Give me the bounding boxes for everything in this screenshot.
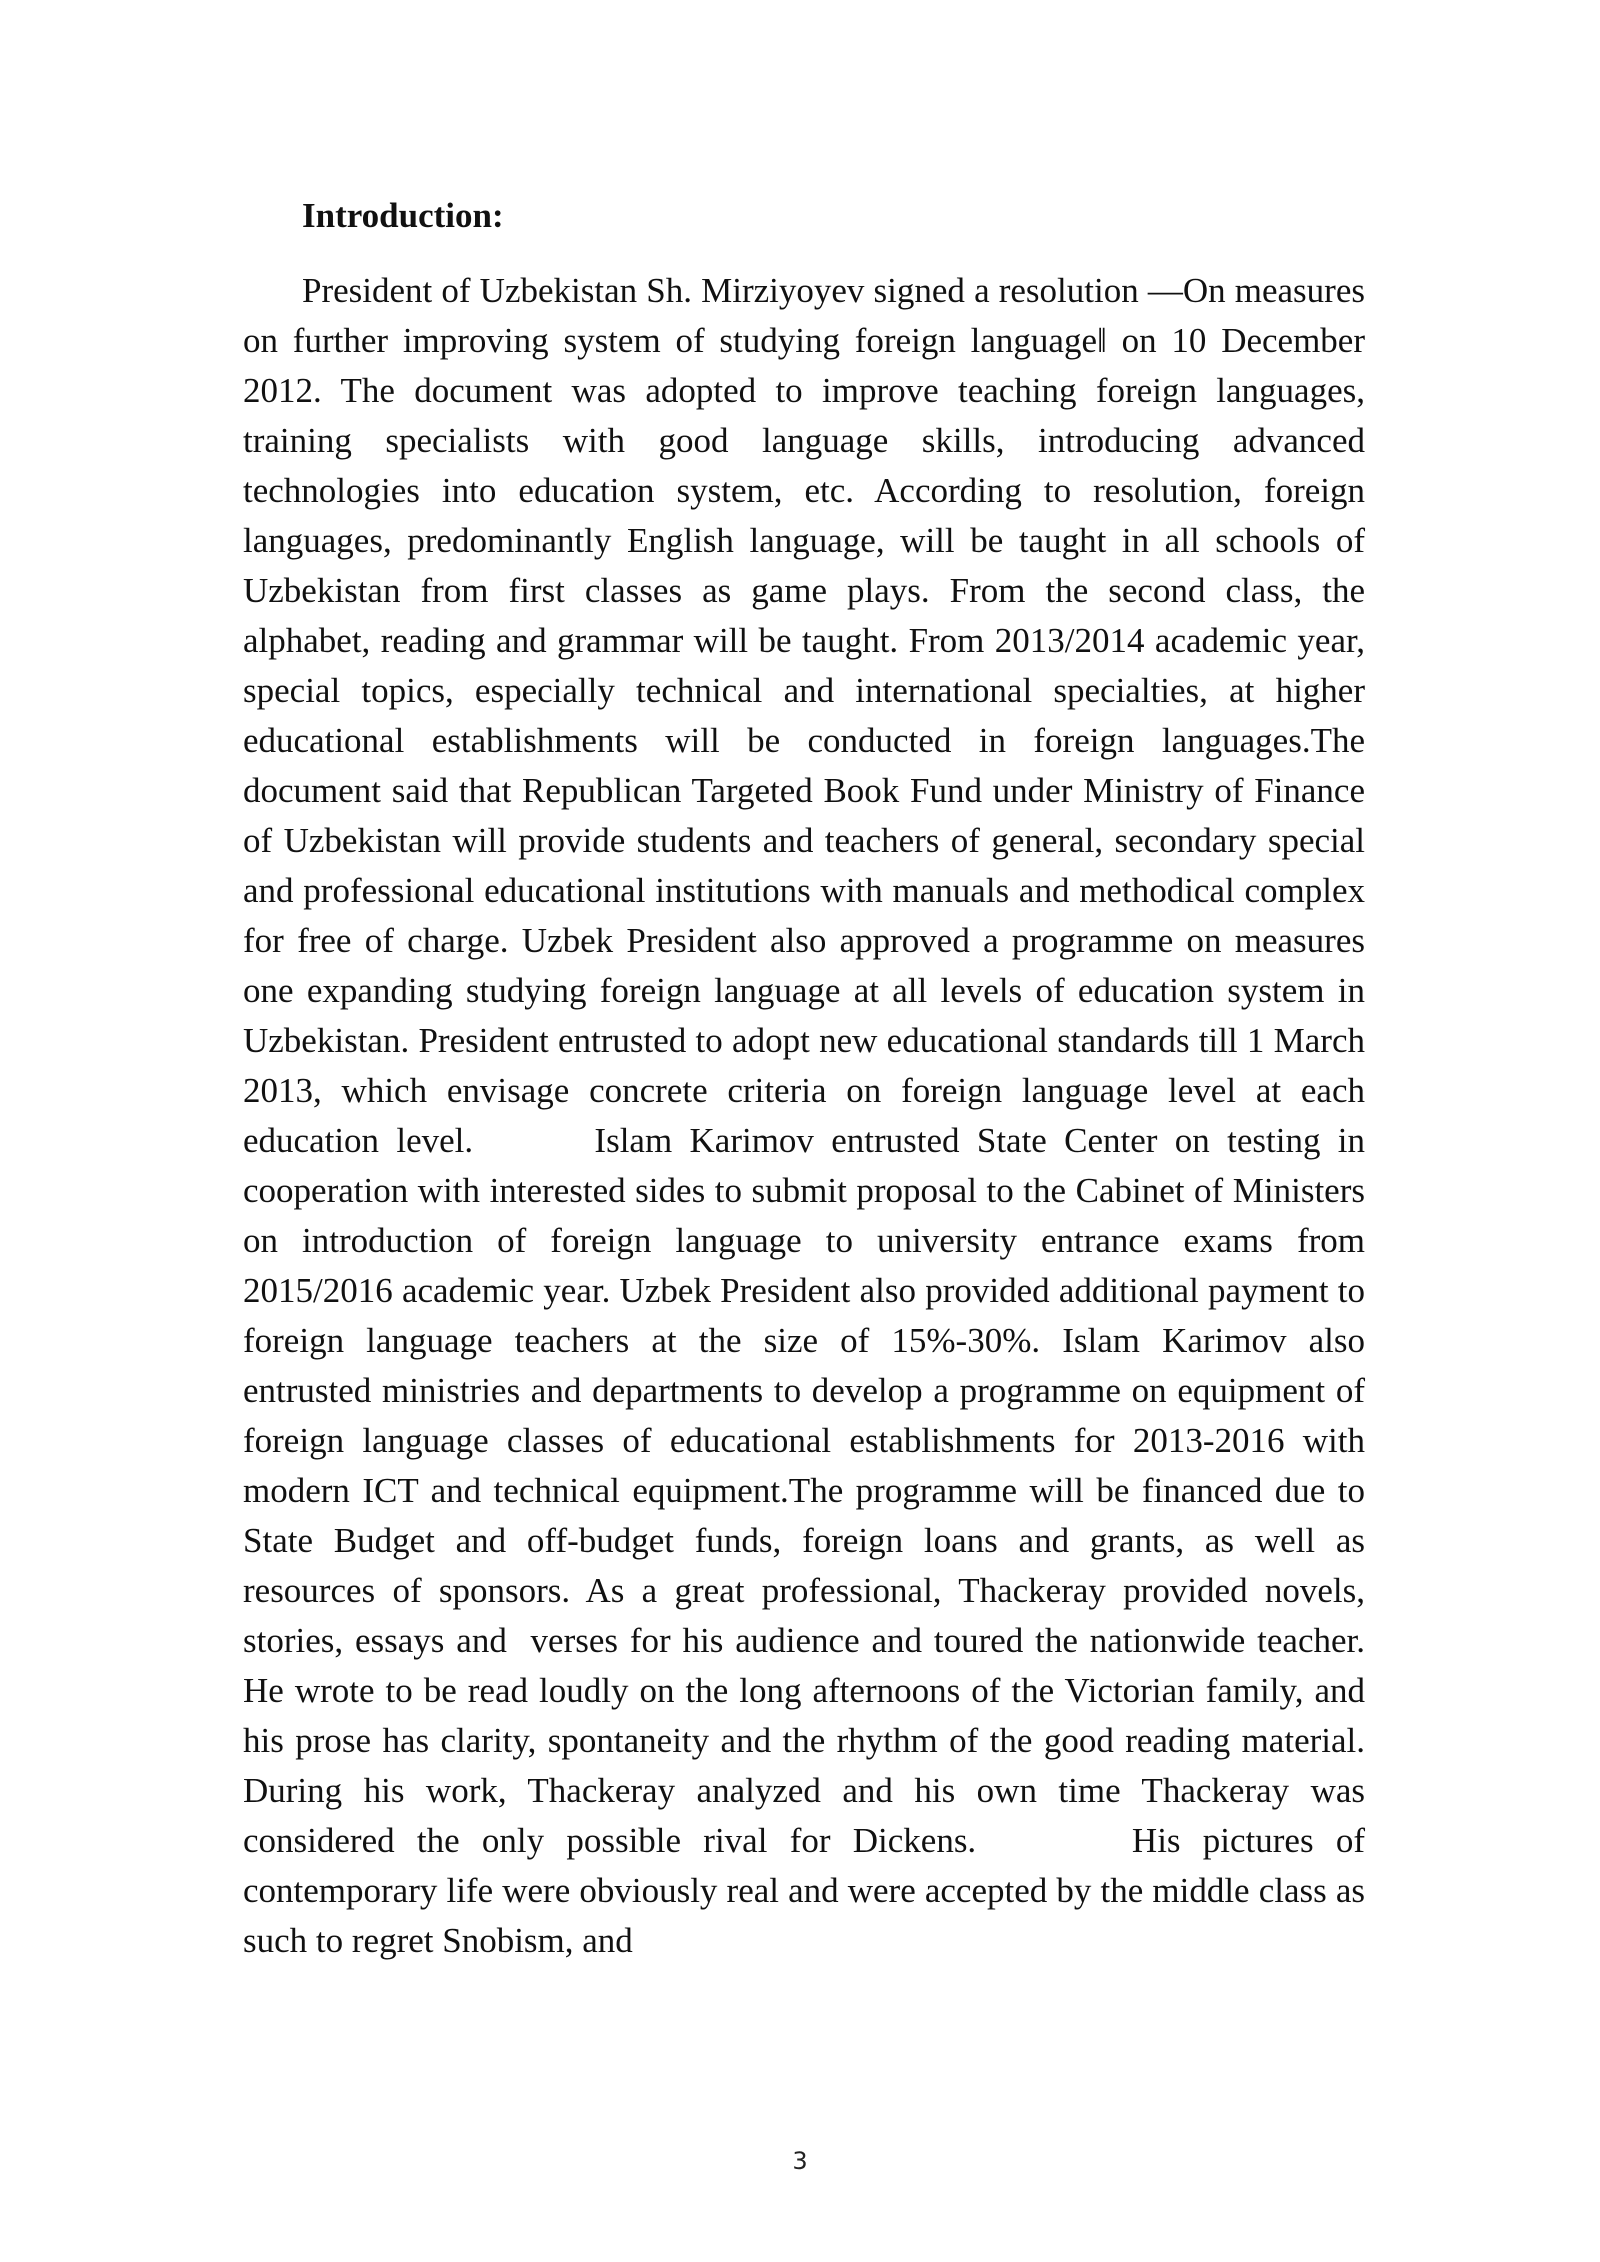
page-number: 3 bbox=[792, 2147, 808, 2175]
body-paragraph: President of Uzbekistan Sh. Mirziyoyev signed a resolution —On measures on further improving system of studying foreign language‖ on 10 December 2012. The document was adopted to improve teaching foreign languages, training specialists with good language skills, introducing advanced technologies into education system, etc. According to resolution, foreign languages, predominantly English language, will be taught in all schools of Uzbekistan from first classes as game plays. From the second class, the alphabet, reading and grammar will be taught. From 2013/2014 academic year, special topics, especially technical and international specialties, at higher educational establishments will be conducted in foreign languages.The document said that Republican Targeted Book Fund under Ministry of Finance of Uzbekistan will provide students and teachers of general, secondary special and professional educational institutions with manuals and methodical complex for free of charge. Uzbek President also approved a programme on measures one expanding studying foreign language at all levels of education system in Uzbekistan. President entrusted to adopt new educational standards till 1 March 2013, which envisage concrete criteria on foreign language level at each education level. Islam Karimov entrusted State Center on testing in cooperation with interested sides to submit proposal to the Cabinet of Ministers on introduction of foreign language to university entrance exams from 2015/2016 academic year. Uzbek President also provided additional payment to foreign language teachers at the size of 15%-30%. Islam Karimov also entrusted ministries and departments to develop a programme on equipment of foreign language classes of educational establishments for 2013-2016 with modern ICT and technical equipment.The programme will be financed due to State Budget and off-budget funds, foreign loans and grants, as well as resources of sponsors. As a great professional, Thackeray provided novels, stories, essays and verses for his audience and toured the nationwide teacher. He wrote to be read loudly on the long afternoons of the Victorian family, and his prose has clarity, spontaneity and the rhythm of the good reading material. During his work, Thackeray analyzed and his own time Thackeray was considered the only possible rival for Dickens. His pictures of contemporary life were obviously real and were accepted by the middle class as such to regret Snobism, and bbox=[243, 271, 1374, 1960]
section-heading: Introduction: bbox=[302, 196, 504, 235]
